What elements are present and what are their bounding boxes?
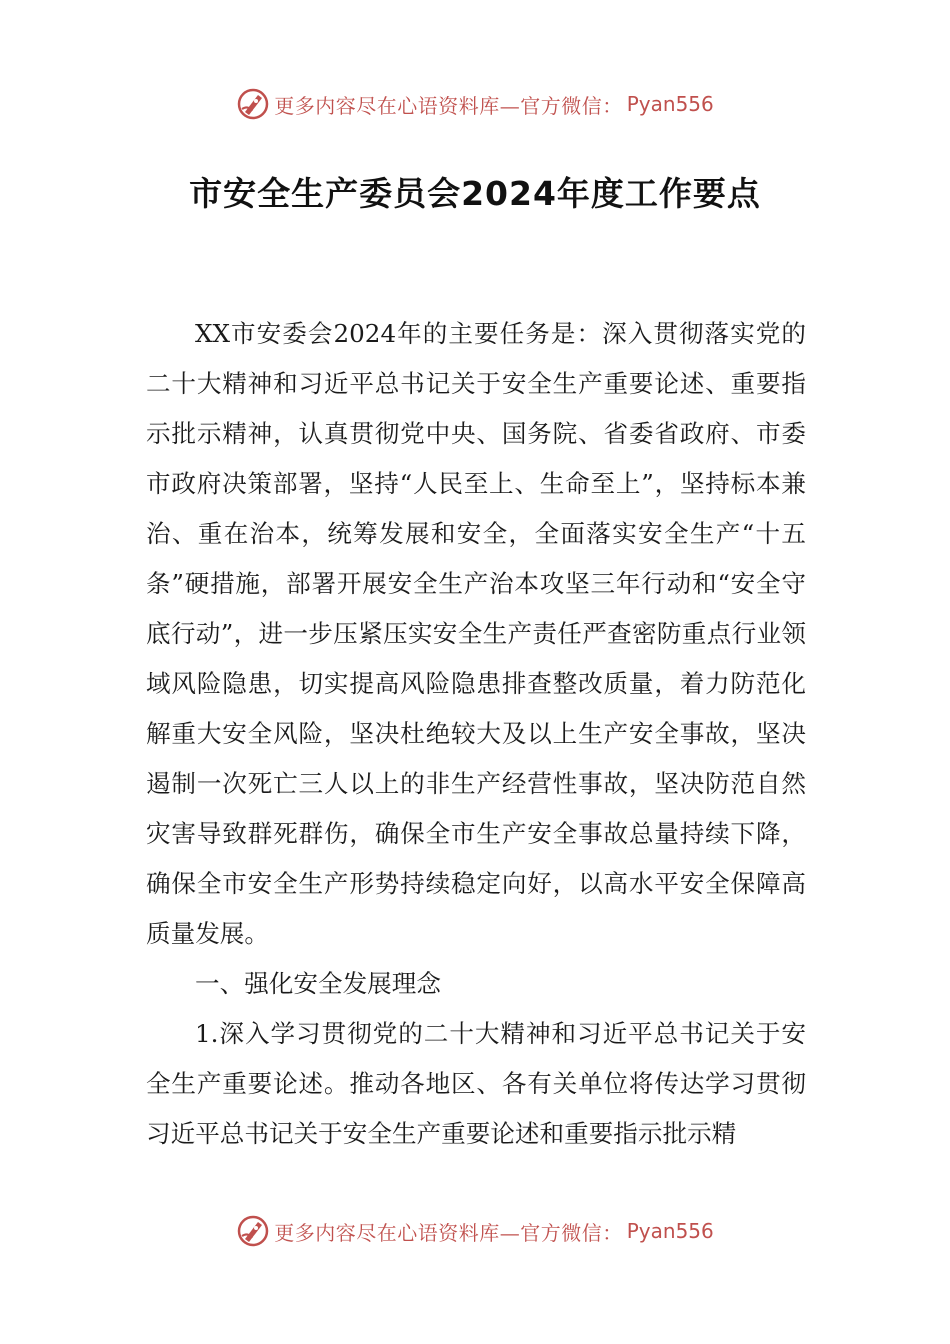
pen-nib-seal-icon — [236, 87, 270, 121]
watermark-text: 更多内容尽在心语资料库—官方微信： — [274, 93, 623, 118]
footer-watermark — [0, 1211, 950, 1251]
watermark-wechat-id: Pyan556 — [626, 1219, 714, 1243]
item-paragraph-1: 1.深入学习贯彻党的二十大精神和习近平总书记关于安全生产重要论述。推动各地区、各有关单位将传达学习贯彻习近平总书记关于安全生产重要论述和重要指示批示精 — [146, 1019, 806, 1148]
document-title: 市安全生产委员会2024年度工作要点 — [189, 174, 761, 213]
intro-paragraph: XX市安委会2024年的主要任务是：深入贯彻落实党的二十大精神和习近平总书记关于安全生产重要论述、重要指示批示精神，认真贯彻党中央、国务院、省委省政府、市委市政府决策部署，坚持“人民至上、生命至上”，坚持标本兼治、重在治本，统筹发展和安全，全面落实安全生产“十五条”硬措施，部署开展安全生产治本攻坚三年行动和“安全守底行动”，进一步压紧压实安全生产责任严查密防重点行业领域风险隐患，切实提高风险隐患排查整改质量，着力防范化解重大安全风险，坚决杜绝较大及以上生产安全事故，坚决遏制一次死亡三人以上的非生产经营性事故，坚决防范自然灾害导致群死群伤，确保全市生产安全事故总量持续下降，确保全市安全生产形势持续稳定向好，以高水平安全保障高质量发展。 — [146, 319, 806, 948]
section-heading-1: 一、强化安全发展理念 — [195, 969, 441, 998]
pen-nib-seal-icon — [236, 1214, 270, 1248]
watermark-wechat-id: Pyan556 — [626, 92, 714, 116]
watermark-text: 更多内容尽在心语资料库—官方微信： — [274, 1220, 623, 1245]
document-body — [146, 309, 806, 1159]
header-watermark — [0, 84, 950, 124]
